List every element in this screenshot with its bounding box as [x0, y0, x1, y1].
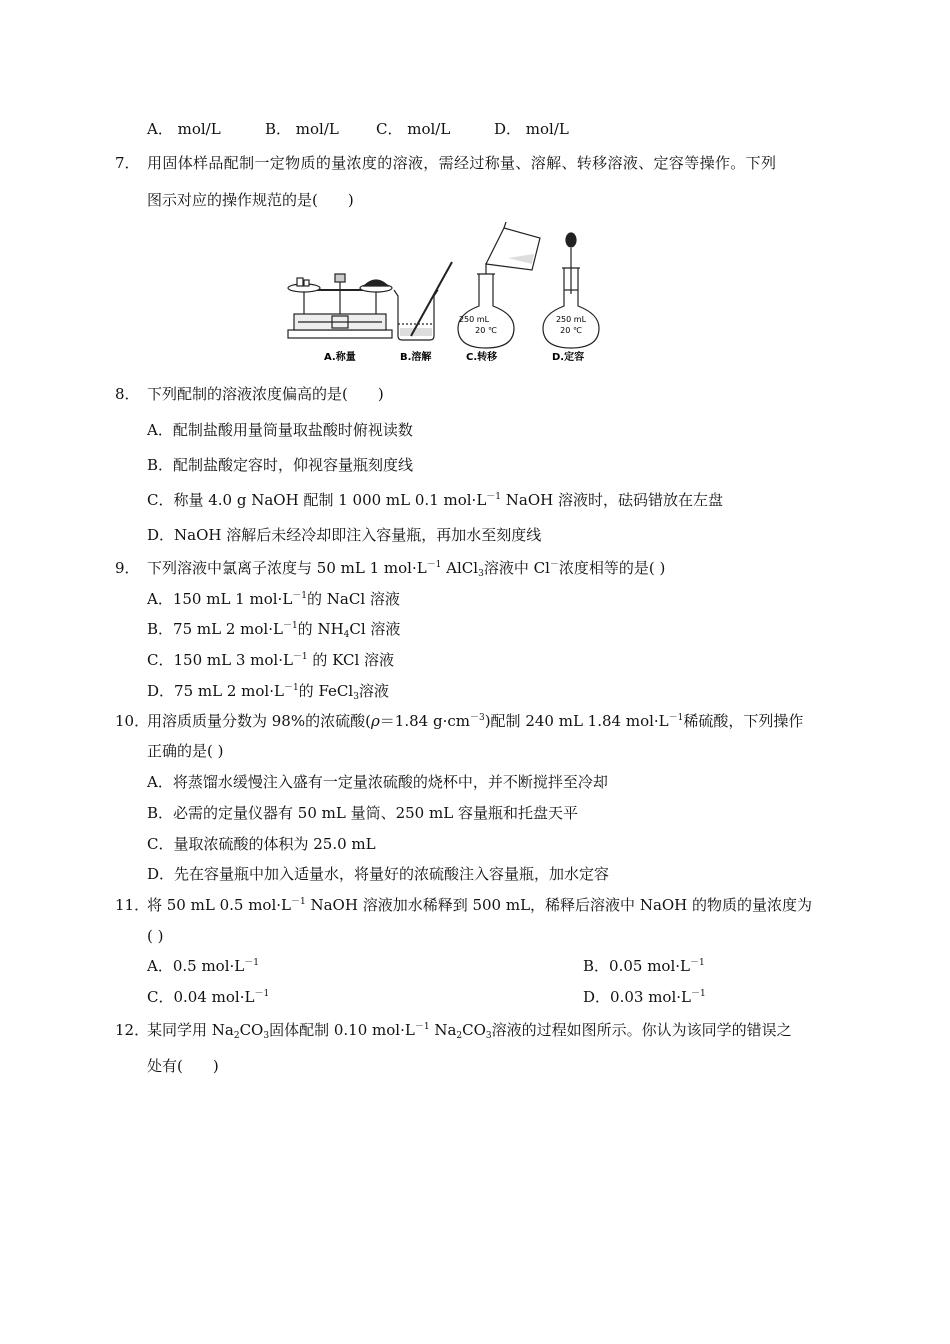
q12-number: 12． — [115, 1021, 150, 1039]
q7-figure — [280, 218, 600, 368]
flask-d-volume-label: 250 mL — [555, 315, 587, 324]
q11-option-d: D．0.03 $mol\cdot L^{-1}$ — [583, 988, 706, 1006]
figure-label-a: A.称量 — [324, 352, 356, 363]
q10-stem-line2: 正确的是( ) — [147, 742, 224, 760]
q11-stem-line2: ( ) — [147, 927, 164, 945]
q6-option-c: C． mol/L — [376, 120, 451, 138]
q8-option-b: B．配制盐酸定容时，仰视容量瓶刻度线 — [147, 456, 414, 474]
q9-option-b: B．75 mL 2 $mol\cdot L^{-1}$的 $NH_4Cl$ 溶液 — [147, 620, 401, 640]
q10-option-d: D．先在容量瓶中加入适量水，将量好的浓硫酸注入容量瓶，加水定容 — [147, 865, 610, 883]
q7-number: 7． — [115, 154, 140, 172]
q9-option-d: D．75 mL 2 $mol\cdot L^{-1}$的 FeCl$_3$溶液 — [147, 682, 389, 702]
q11-stem-line1: 将 50 mL 0.5 $mol\cdot L^{-1}$ NaOH 溶液加水稀释到 500 mL，稀释后溶液中 NaOH 的物质的量浓度为 — [147, 896, 813, 914]
q10-option-c: C．量取浓硫酸的体积为 25.0 mL — [147, 835, 376, 853]
q6-option-d: D． mol/L — [494, 120, 569, 138]
q12-stem-line2: 处有( ) — [147, 1057, 219, 1075]
q8-number: 8． — [115, 385, 140, 403]
q9-number: 9． — [115, 559, 140, 577]
q10-option-b: B．必需的定量仪器有 50 mL 量筒、250 mL 容量瓶和托盘天平 — [147, 804, 578, 822]
flask-c-volume-label: 250 mL — [458, 315, 490, 324]
q9-option-c: C．150 mL 3 $mol\cdot L^{-1}$ 的 KCl 溶液 — [147, 651, 395, 669]
flask-d-temp-label: 20 ℃ — [560, 326, 582, 335]
q8-option-c: C．称量 4.0 g NaOH 配制 1 000 mL 0.1 $mol\cdot L^{-1}$ NaOH 溶液时，砝码错放在左盘 — [147, 491, 724, 509]
figure-label-b: B.溶解 — [400, 352, 432, 363]
q10-number: 10． — [115, 712, 150, 730]
q11-option-b: B．0.05 $mol\cdot L^{-1}$ — [583, 957, 705, 975]
q11-number: 11． — [115, 896, 150, 914]
beaker-icon — [394, 262, 452, 340]
q10-option-a: A．将蒸馏水缓慢注入盛有一定量浓硫酸的烧杯中，并不断搅拌至冷却 — [147, 773, 608, 791]
balance-icon — [288, 274, 392, 338]
lab-apparatus-figure — [280, 218, 600, 368]
q8-option-d: D．NaOH 溶解后未经冷却即注入容量瓶，再加水至刻度线 — [147, 526, 542, 544]
q9-option-a: A．150 mL 1 $mol\cdot L^{-1}$的 NaCl 溶液 — [147, 590, 400, 608]
q6-option-b: B． mol/L — [265, 120, 339, 138]
volumetric-flask-icon — [458, 222, 540, 348]
q11-option-c: C．0.04 $mol\cdot L^{-1}$ — [147, 988, 270, 1006]
q6-option-a: A． mol/L — [147, 120, 221, 138]
q11-option-a: A．0.5 $mol\cdot L^{-1}$ — [147, 957, 259, 975]
q9-stem: 下列溶液中氯离子浓度与 50 mL 1 $mol\cdot L^{-1}$ AlCl$_3$溶液中 Cl－浓度相等的是( ) — [147, 559, 666, 579]
q8-stem: 下列配制的溶液浓度偏高的是( ) — [147, 385, 384, 403]
figure-label-c: C.转移 — [466, 352, 498, 363]
q7-stem-line2: 图示对应的操作规范的是( ) — [147, 191, 354, 209]
q10-stem-line1: 用溶质质量分数为 98%的浓硫酸(ρ＝1.84 $g\cdot cm^{-3}$)配制 240 mL 1.84 $mol\cdot L^{-1}$稀硫酸，下列操作 — [147, 712, 804, 730]
q7-stem-line1: 用固体样品配制一定物质的量浓度的溶液，需经过称量、溶解、转移溶液、定容等操作。下列 — [147, 154, 777, 172]
q12-stem-line1: 某同学用 $Na_2CO_3$固体配制 0.10 $mol\cdot L^{-1}$ $Na_2CO_3$溶液的过程如图所示。你认为该同学的错误之 — [147, 1021, 792, 1041]
q8-option-a: A．配制盐酸用量筒量取盐酸时俯视读数 — [147, 421, 413, 439]
flask-c-temp-label: 20 ℃ — [475, 326, 497, 335]
figure-label-d: D.定容 — [552, 352, 585, 363]
